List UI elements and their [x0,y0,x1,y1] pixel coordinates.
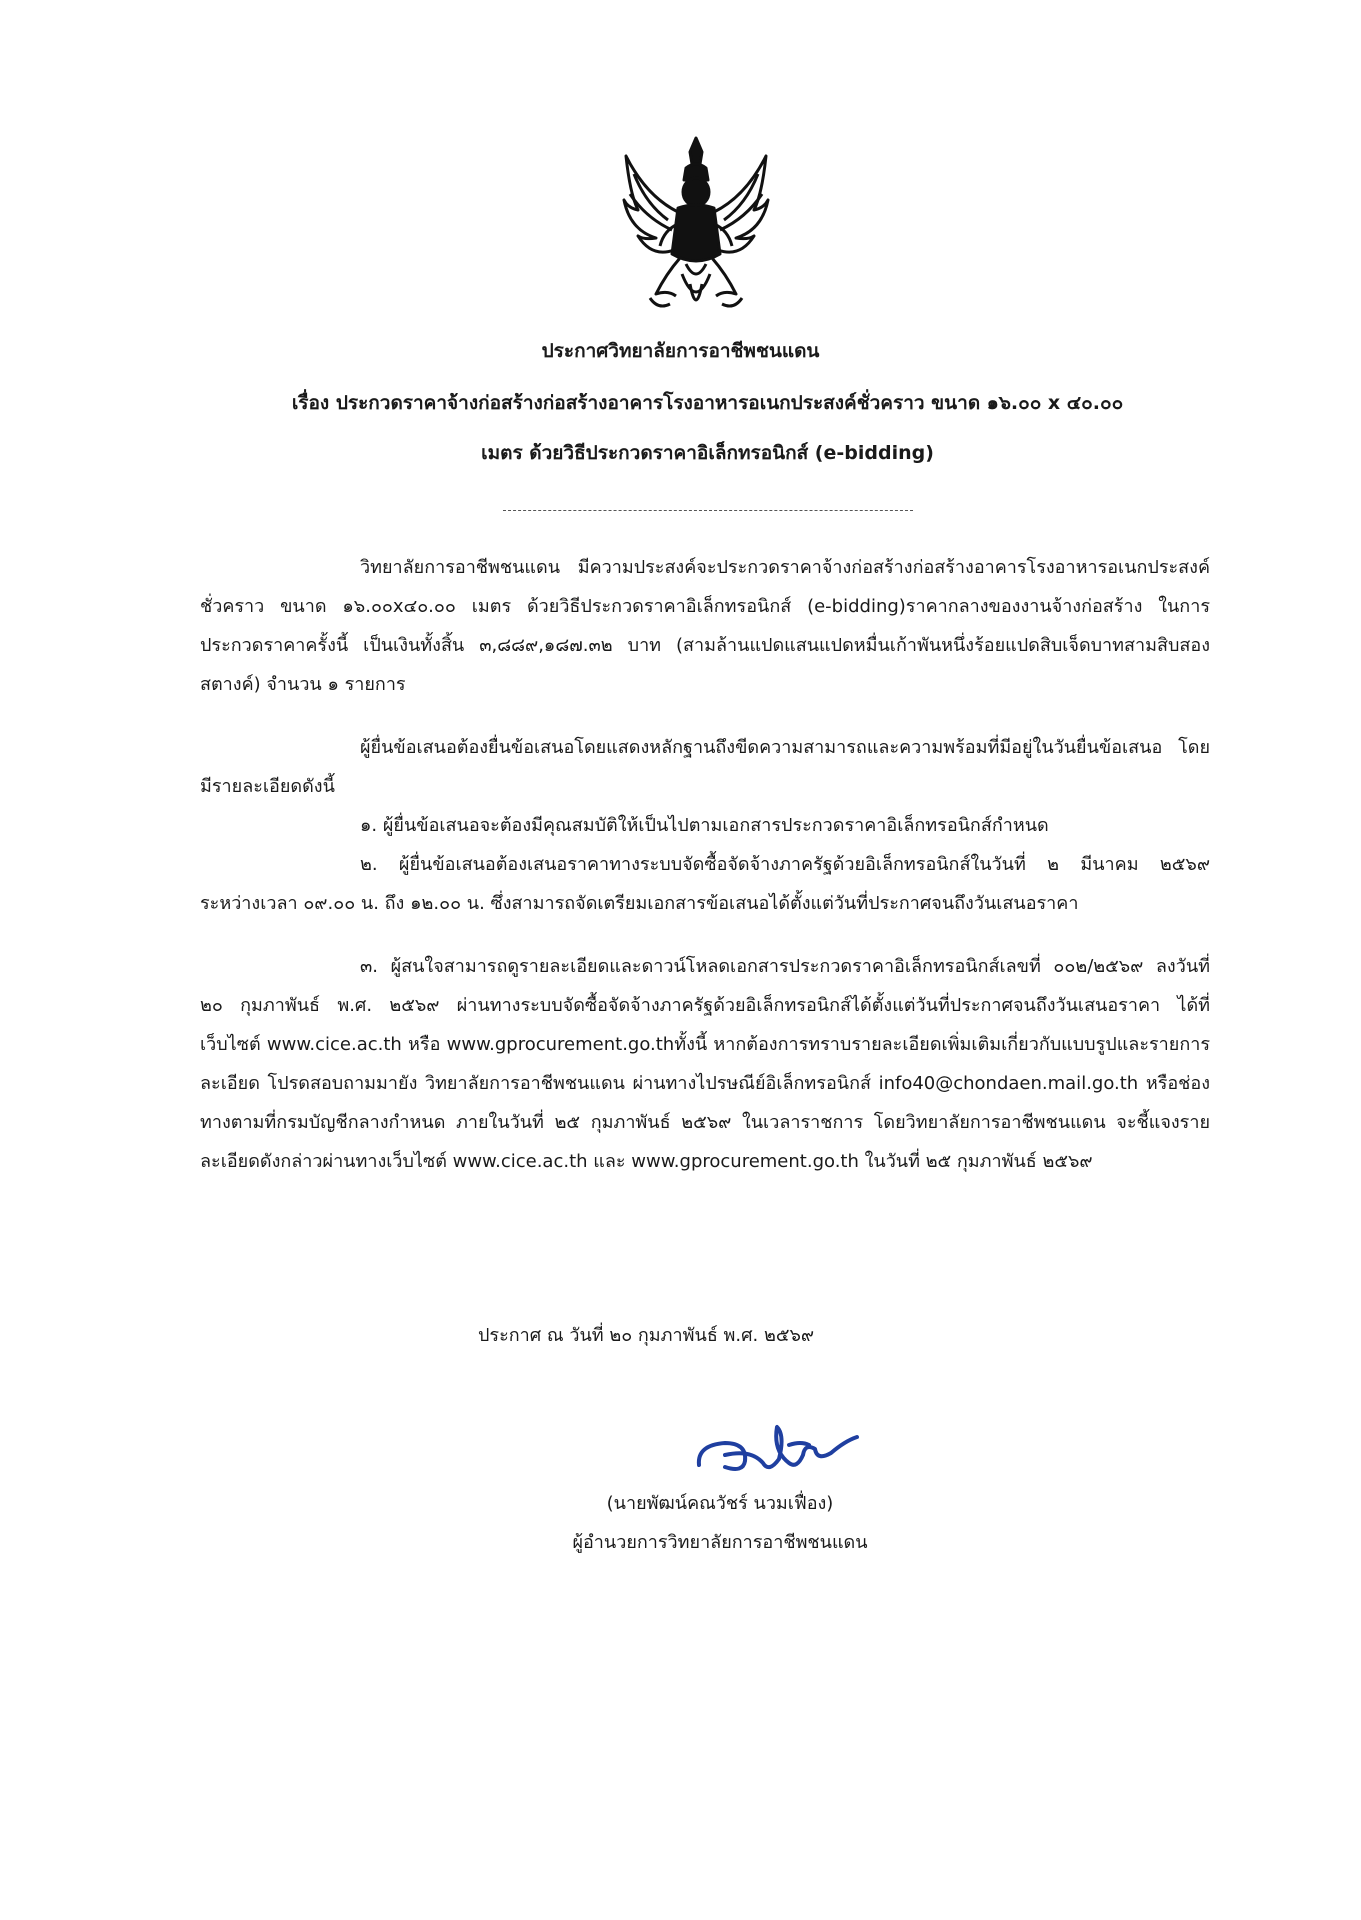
list-item-2: ๒. ผู้ยื่นข้อเสนอต้องเสนอราคาทางระบบจัดซื้อจัดจ้างภาครัฐด้วยอิเล็กทรอนิกส์ในวันที่ ๒ มีนาคม ๒๕๖๙ ระหว่างเวลา ๐๙.๐๐ น. ถึง ๑๒.๐๐ น. ซึ่งสามารถจัดเตรียมเอกสารข้อเสนอได้ตั้งแต่วันที่ประกาศจนถึงวันเสนอราคา [200,854,1210,914]
subject-line-1: เรื่อง ประกวดราคาจ้างก่อสร้างก่อสร้างอาคารโรงอาหารอเนกประสงค์ชั่วคราว ขนาด ๑๖.๐๐ x ๔๐.๐๐ [291,392,1124,414]
subject-line-2: เมตร ด้วยวิธีประกวดราคาอิเล็กทรอนิกส์ (e-bidding) [481,442,934,464]
announcement-date: ประกาศ ณ วันที่ ๒๐ กุมภาพันธ์ พ.ศ. ๒๕๖๙ [478,1325,815,1346]
paragraph-1: วิทยาลัยการอาชีพชนแดน มีความประสงค์จะประกวดราคาจ้างก่อสร้างก่อสร้างอาคารโรงอาหารอเนกประสงค์ชั่วคราว ขนาด ๑๖.๐๐x๔๐.๐๐ เมตร ด้วยวิธีประกวดราคาอิเล็กทรอนิกส์ (e-bidding)ราคากลางของงานจ้างก่อสร้าง ในการประกวดราคาครั้งนี้ เป็นเงินทั้งสิ้น ๓,๘๘๙,๑๘๗.๓๒ บาท (สามล้านแปดแสนแปดหมื่นเก้าพันหนึ่งร้อยแปดสิบเจ็ดบาทสามสิบสองสตางค์) จำนวน ๑ รายการ [200,557,1210,695]
announcement-subject [205,378,1210,478]
announcement-title: ประกาศวิทยาลัยการอาชีพชนแดน [541,340,820,362]
list-item-1: ๑. ผู้ยื่นข้อเสนอจะต้องมีคุณสมบัติให้เป็นไปตามเอกสารประกวดราคาอิเล็กทรอนิกส์กำหนด [360,815,1049,836]
list-item-3: ๓. ผู้สนใจสามารถดูรายละเอียดและดาวน์โหลดเอกสารประกวดราคาอิเล็กทรอนิกส์เลขที่ ๐๐๒/๒๕๖๙ ลงวันที่ ๒๐ กุมภาพันธ์ พ.ศ. ๒๕๖๙ ผ่านทางระบบจัดซื้อจัดจ้างภาครัฐด้วยอิเล็กทรอนิกส์ได้ตั้งแต่วันที่ประกาศจนถึงวันเสนอราคา ได้ที่เว็บไซต์ www.cice.ac.th หรือ www.gprocurement.go.thทั้งนี้ หากต้องการทราบรายละเอียดเพิ่มเติมเกี่ยวกับแบบรูปและรายการละเอียด โปรดสอบถามมายัง วิทยาลัยการอาชีพชนแดน ผ่านทางไปรษณีย์อิเล็กทรอนิกส์ info40@chondaen.mail.go.th หรือช่องทางตามที่กรมบัญชีกลางกำหนด ภายในวันที่ ๒๕ กุมภาพันธ์ ๒๕๖๙ ในเวลาราชการ โดยวิทยาลัยการอาชีพชนแดน จะชี้แจงรายละเอียดดังกล่าวผ่านทางเว็บไซต์ www.cice.ac.th และ www.gprocurement.go.th ในวันที่ ๒๕ กุมภาพันธ์ ๒๕๖๙ [200,956,1210,1172]
garuda-emblem [616,134,776,320]
signer-title: ผู้อำนวยการวิทยาลัยการอาชีพชนแดน [572,1532,868,1553]
divider [503,510,913,511]
paragraph-2: ผู้ยื่นข้อเสนอต้องยื่นข้อเสนอโดยแสดงหลักฐานถึงขีดความสามารถและความพร้อมที่มีอยู่ในวันยื่นข้อเสนอ โดยมีรายละเอียดดังนี้ [200,737,1210,797]
signer-name: (นายพัฒน์คณวัชร์ นวมเฟื่อง) [606,1493,834,1514]
handwritten-signature [685,1415,865,1485]
document-body [200,548,1210,1181]
